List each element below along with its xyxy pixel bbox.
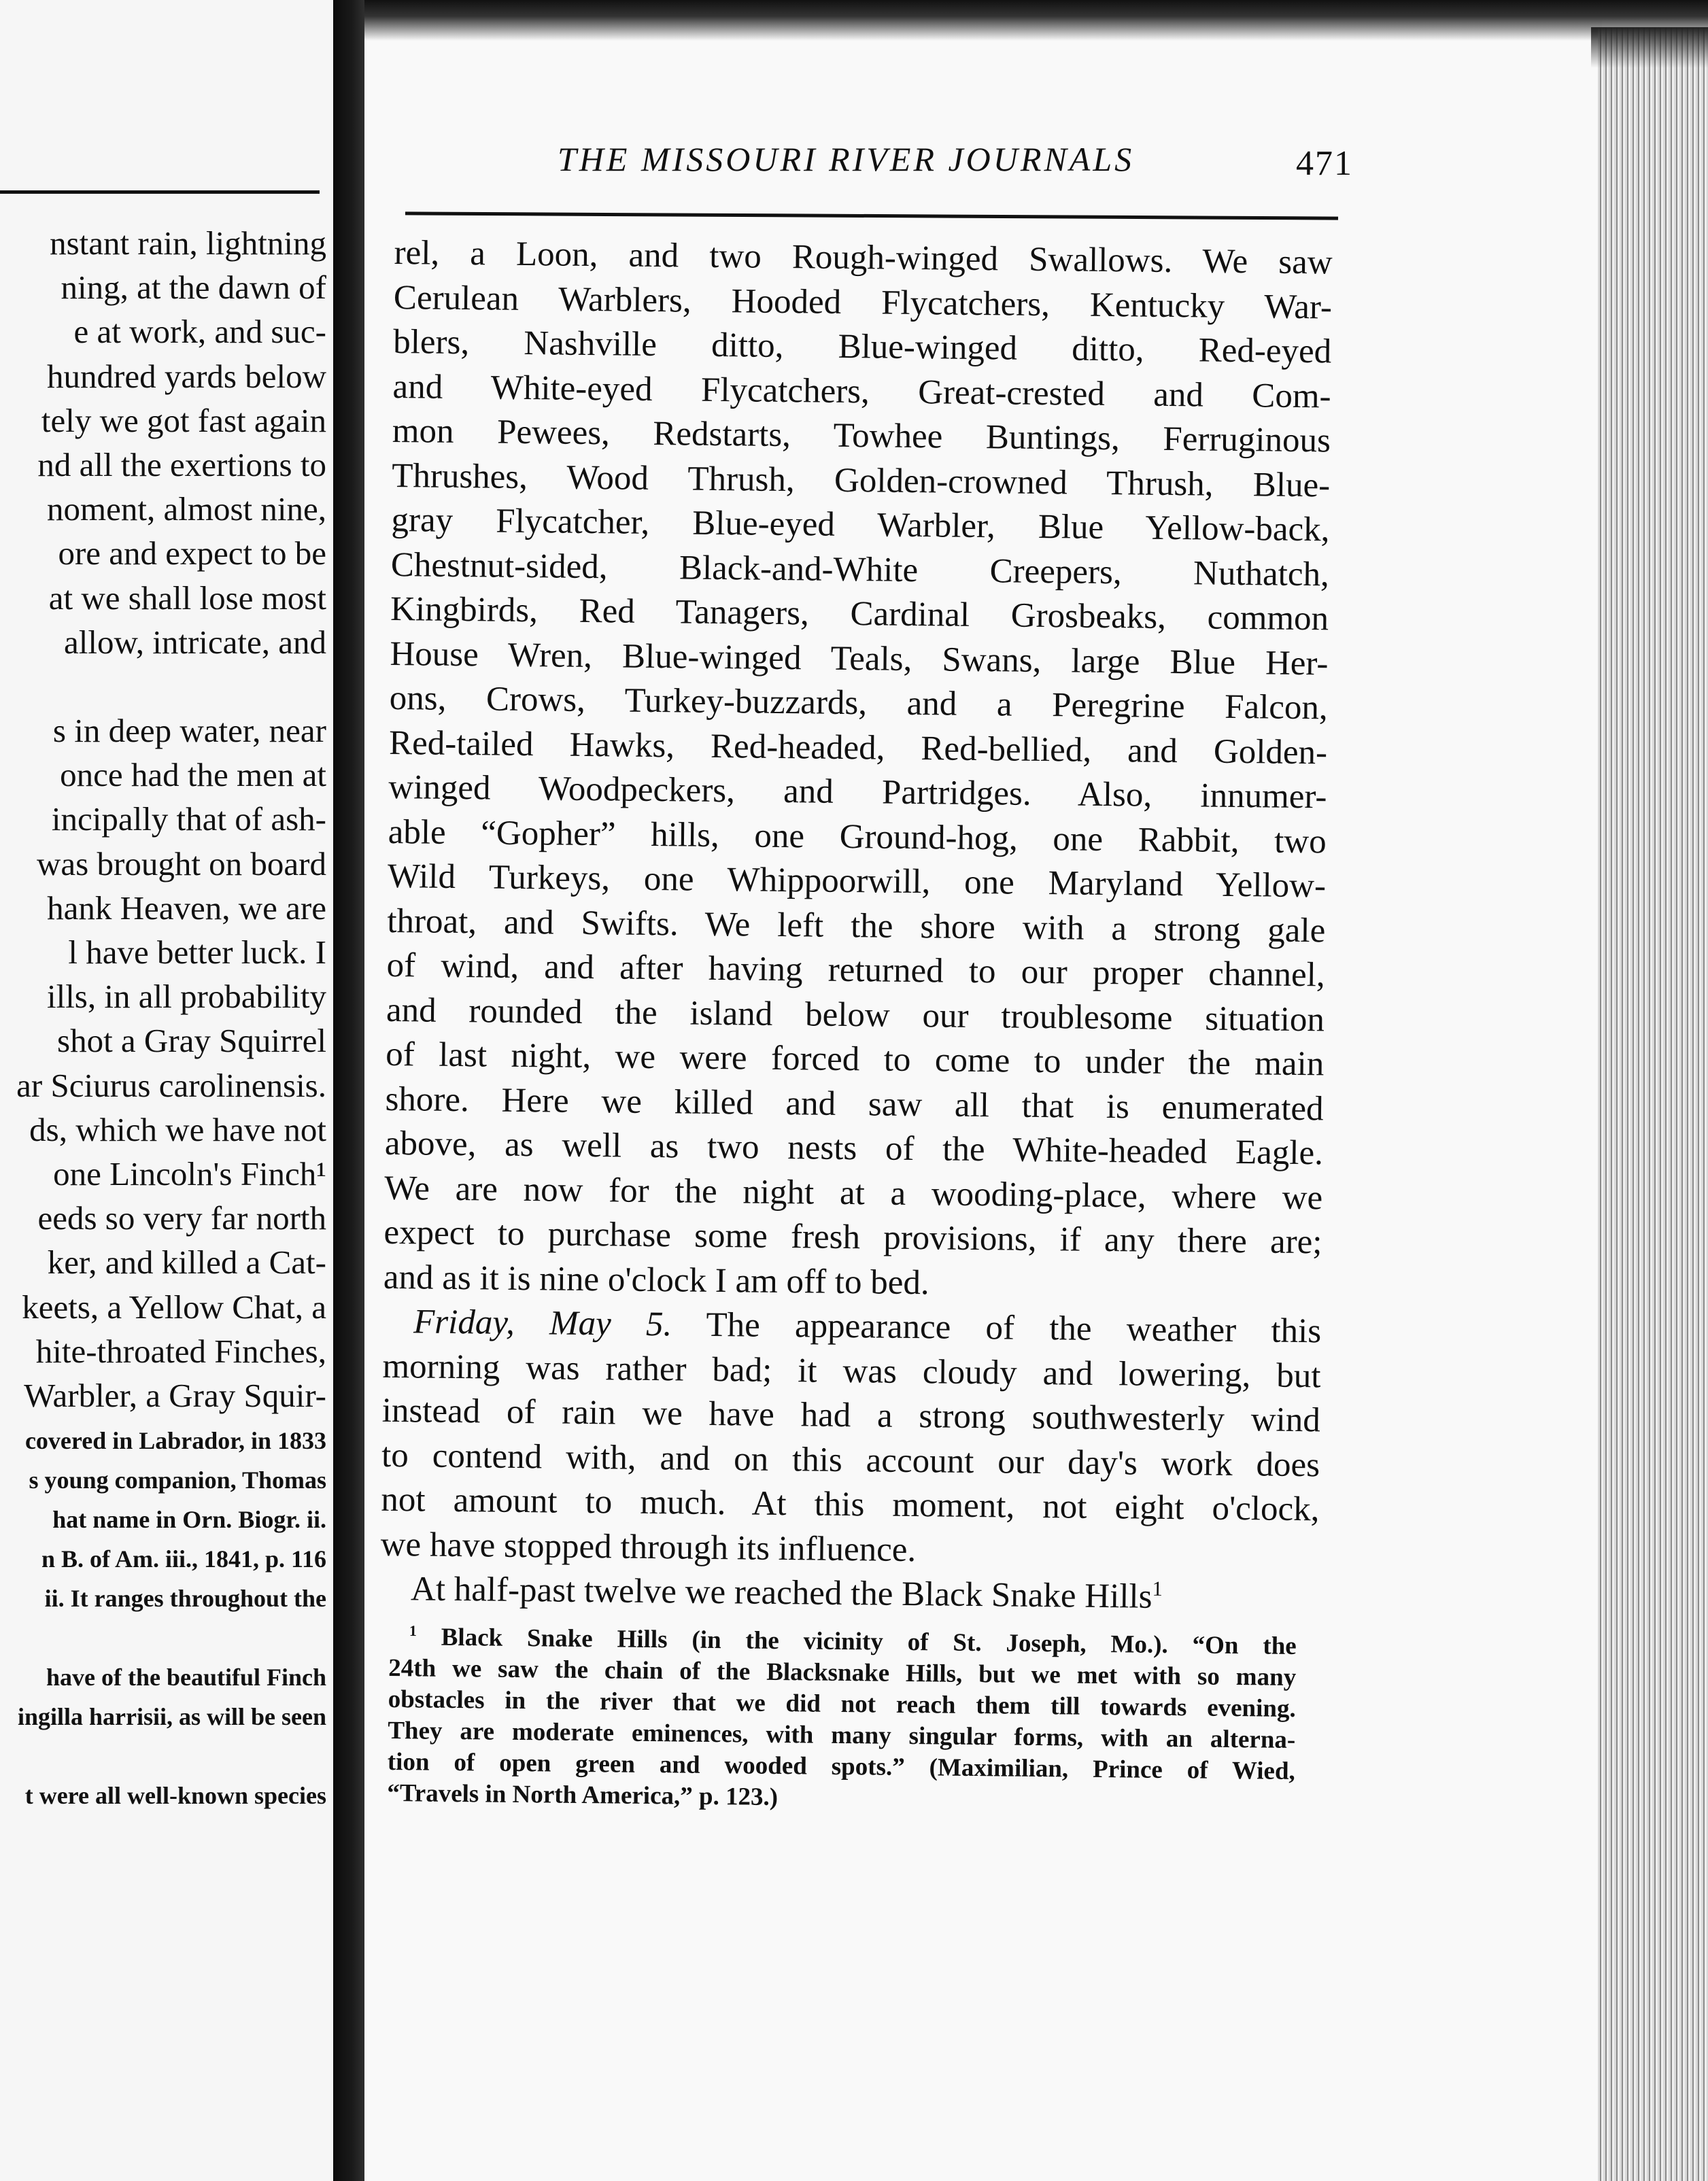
left-line: nstant rain, lightning: [50, 224, 326, 262]
footnote-marker: 1: [409, 1621, 417, 1640]
footnote-first-text: Black Snake Hills (in the vicinity of St. Joseph, Mo.). “On the: [441, 1623, 1297, 1660]
body-line: Chestnut-sided, Black-and-White Creepers, Nuthatch,: [390, 545, 1330, 594]
left-page: [0, 0, 333, 2181]
footnotes: [387, 1621, 1297, 1819]
left-line: one Lincoln's Finch¹: [53, 1154, 326, 1192]
body-line: and as it is nine o'clock I am off to bed.: [383, 1258, 929, 1302]
left-line: ills, in all probability: [46, 978, 326, 1016]
left-line: hite-throated Finches,: [35, 1332, 326, 1370]
left-footnote-line: covered in Labrador, in 1833: [24, 1427, 326, 1454]
body-line: shore. Here we killed and saw all that is enumerated: [385, 1080, 1324, 1128]
left-footnote-line: t were all well-known species: [24, 1782, 326, 1809]
body-line: Red-tailed Hawks, Red-headed, Red-bellied, and Golden-: [388, 723, 1328, 772]
body-line: we have stopped through its influence.: [380, 1525, 917, 1569]
body-line: expect to purchase some fresh provisions, if any there are;: [383, 1213, 1322, 1262]
left-line: once had the men at: [60, 756, 326, 794]
left-line: eeds so very far north: [37, 1199, 326, 1237]
body-line: Kingbirds, Red Tanagers, Cardinal Grosbeaks, common: [390, 589, 1329, 638]
left-line: nd all the exertions to: [37, 445, 326, 483]
body-line: winged Woodpeckers, and Partridges. Also, innumer-: [388, 768, 1327, 817]
left-footnote-line: n B. of Am. iii., 1841, p. 116: [41, 1545, 326, 1573]
left-line: noment, almost nine,: [47, 490, 326, 528]
body-line: and rounded the island below our troublesome situation: [386, 991, 1325, 1039]
left-line: allow, intricate, and: [64, 623, 326, 661]
body-line: instead of rain we have had a strong southwesterly wind: [381, 1391, 1321, 1440]
body-line: of wind, and after having returned to our proper channel,: [386, 946, 1325, 995]
footnote-line: tion of open green and wooded spots.” (Maximilian, Prince of Wied,: [387, 1747, 1295, 1785]
left-line: e at work, and suc-: [73, 313, 326, 351]
footnote-line: They are moderate eminences, with many singular forms, with an alterna-: [388, 1716, 1296, 1754]
body-line: rel, a Loon, and two Rough-winged Swallows. We saw: [394, 233, 1333, 282]
left-footnote-line: s young companion, Thomas: [29, 1466, 326, 1494]
left-line: at we shall lose most: [48, 579, 326, 617]
book-page-edges: [1598, 27, 1708, 2181]
page-number: 471: [1296, 144, 1353, 183]
friday-first-line-text: The appearance of the weather this: [706, 1305, 1322, 1351]
left-line: l have better luck. I: [68, 933, 326, 971]
left-line: tely we got fast again: [41, 401, 326, 439]
left-footnote-gap: [0, 1618, 326, 1658]
left-header-rule: [0, 190, 320, 194]
page-edge-shadow: [1591, 27, 1708, 68]
body-line: Cerulean Warblers, Hooded Flycatchers, Kentucky War-: [393, 278, 1333, 326]
left-line: hank Heaven, we are: [47, 889, 326, 927]
left-line: hundred yards below: [47, 357, 326, 395]
left-line-gap: [0, 664, 326, 708]
left-footnote-line: hat name in Orn. Biogr. ii.: [52, 1506, 326, 1533]
body-line: morning was rather bad; it was cloudy and lowering, but: [382, 1347, 1321, 1395]
left-line: ker, and killed a Cat-: [47, 1243, 326, 1282]
book-gutter: [333, 0, 364, 2181]
last-paragraph-text: At half-past twelve we reached the Black Snake Hills: [410, 1570, 1152, 1616]
footnote-line: obstacles in the river that we did not reach them till towards evening.: [388, 1685, 1296, 1723]
left-line: Warbler, a Gray Squir-: [24, 1376, 326, 1414]
left-line: keets, a Yellow Chat, a: [22, 1288, 326, 1326]
friday-date: Friday, May 5.: [413, 1303, 672, 1344]
body-line: throat, and Swifts. We left the shore with a strong gale: [387, 901, 1326, 950]
body-line: above, as well as two nests of the White-headed Eagle.: [384, 1124, 1324, 1173]
body-line: mon Pewees, Redstarts, Towhee Buntings, Ferruginous: [392, 411, 1331, 460]
body-line: able “Gopher” hills, one Ground-hog, one Rabbit, two: [388, 812, 1327, 861]
left-footnote-line: have of the beautiful Finch: [46, 1664, 326, 1691]
left-line: shot a Gray Squirrel: [57, 1022, 326, 1060]
left-footnote-line: ii. It ranges throughout the: [44, 1585, 326, 1612]
left-page-footnotes: [0, 1421, 326, 1815]
body-line: not amount to much. At this moment, not eight o'clock,: [381, 1480, 1320, 1529]
body-line: We are now for the night at a wooding-place, where we: [383, 1169, 1323, 1217]
left-line: ning, at the dawn of: [61, 269, 326, 307]
body-line: ons, Crows, Turkey-buzzards, and a Peregrine Falcon,: [389, 679, 1329, 727]
left-line: s in deep water, near: [52, 712, 326, 750]
body-line: to contend with, and on this account our day's work does: [381, 1436, 1320, 1484]
footnote-line: 24th we saw the chain of the Blacksnake Hills, but we met with so many: [388, 1653, 1297, 1691]
footnote-line: “Travels in North America,” p. 123.): [387, 1779, 779, 1812]
left-line: was brought on board: [37, 844, 326, 882]
left-line: incipally that of ash-: [51, 800, 326, 838]
body-line: of last night, we were forced to come to under the main: [386, 1035, 1325, 1084]
left-line: ar Sciurus carolinensis.: [16, 1066, 326, 1104]
body-line: House Wren, Blue-winged Teals, Swans, large Blue Her-: [390, 634, 1329, 683]
body-line: blers, Nashville ditto, Blue-winged ditto, Red-eyed: [392, 322, 1332, 371]
top-shadow: [364, 0, 1708, 41]
left-line: ore and expect to be: [58, 534, 326, 572]
page-header: [558, 139, 1353, 194]
left-page-text: [0, 221, 326, 1418]
body-line: gray Flycatcher, Blue-eyed Warbler, Blue Yellow-back,: [391, 500, 1330, 549]
running-head: THE MISSOURI RIVER JOURNALS: [558, 140, 1135, 178]
left-footnote-gap: [0, 1736, 326, 1776]
left-line: ds, which we have not: [29, 1110, 326, 1148]
body-line: Wild Turkeys, one Whippoorwill, one Maryland Yellow-: [387, 857, 1327, 906]
body-line: Thrushes, Wood Thrush, Golden-crowned Thrush, Blue-: [391, 456, 1331, 504]
body-text: [380, 231, 1333, 1621]
body-line: and White-eyed Flycatchers, Great-crested and Com-: [392, 367, 1331, 415]
left-footnote-line: ingilla harrisii, as will be seen: [17, 1703, 326, 1730]
footnote-reference: 1: [1152, 1577, 1163, 1600]
